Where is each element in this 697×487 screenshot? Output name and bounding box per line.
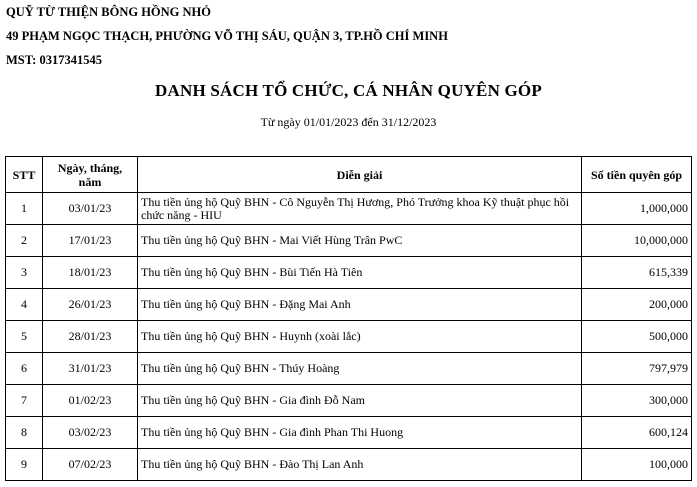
table-row <box>6 417 692 449</box>
row-amount: 300,000 <box>582 385 692 417</box>
row-description: Thu tiền ủng hộ Quỹ BHN - Gia đình Phan Thi Huong <box>138 417 582 449</box>
date-range: Từ ngày 01/01/2023 đến 31/12/2023 <box>260 115 437 129</box>
row-date: 03/02/23 <box>43 417 138 449</box>
row-description: Thu tiền ủng hộ Quỹ BHN - Bùi Tiến Hà Tiên <box>138 257 582 289</box>
donations-table <box>5 156 692 481</box>
row-stt: 9 <box>6 449 43 481</box>
row-amount: 100,000 <box>582 449 692 481</box>
row-description: Thu tiền ủng hộ Quỹ BHN - Đặng Mai Anh <box>138 289 582 321</box>
row-description: Thu tiền ủng hộ Quỹ BHN - Gia đình Đỗ Nam <box>138 385 582 417</box>
tax-code: MST: 0317341545 <box>6 53 102 67</box>
organization-address: 49 PHẠM NGỌC THẠCH, PHƯỜNG VÕ THỊ SÁU, QUẬN 3, TP.HỒ CHÍ MINH <box>6 29 448 43</box>
row-stt: 7 <box>6 385 43 417</box>
row-amount: 1,000,000 <box>582 193 692 225</box>
row-date: 17/01/23 <box>43 225 138 257</box>
column-header-amount: Số tiền quyên góp <box>582 157 692 193</box>
row-amount: 200,000 <box>582 289 692 321</box>
row-stt: 3 <box>6 257 43 289</box>
row-description: Thu tiền ủng hộ Quỹ BHN - Huynh (xoài lắc) <box>138 321 582 353</box>
row-date: 18/01/23 <box>43 257 138 289</box>
row-amount: 797,979 <box>582 353 692 385</box>
row-description: Thu tiền ủng hộ Quỹ BHN - Thúy Hoàng <box>138 353 582 385</box>
row-stt: 6 <box>6 353 43 385</box>
table-row <box>6 385 692 417</box>
table-row <box>6 353 692 385</box>
table-header-row <box>6 157 692 193</box>
row-date: 01/02/23 <box>43 385 138 417</box>
column-header-date: Ngày, tháng, năm <box>43 157 138 193</box>
column-header-stt: STT <box>6 157 43 193</box>
row-stt: 2 <box>6 225 43 257</box>
row-description: Thu tiền ủng hộ Quỹ BHN - Mai Viết Hùng Trân PwC <box>138 225 582 257</box>
column-header-description: Diễn giải <box>138 157 582 193</box>
row-amount: 615,339 <box>582 257 692 289</box>
row-description: Thu tiền ủng hộ Quỹ BHN - Cô Nguyễn Thị Hương, Phó Trưởng khoa Kỹ thuật phục hồi chức năng - HIU <box>138 193 582 225</box>
row-amount: 500,000 <box>582 321 692 353</box>
table-row <box>6 257 692 289</box>
row-stt: 1 <box>6 193 43 225</box>
row-description: Thu tiền ủng hộ Quỹ BHN - Đào Thị Lan Anh <box>138 449 582 481</box>
table-row <box>6 193 692 225</box>
table-row <box>6 321 692 353</box>
document-title: DANH SÁCH TỔ CHỨC, CÁ NHÂN QUYÊN GÓP <box>155 81 542 100</box>
row-date: 07/02/23 <box>43 449 138 481</box>
row-stt: 4 <box>6 289 43 321</box>
table-row <box>6 449 692 481</box>
table-row <box>6 289 692 321</box>
row-date: 03/01/23 <box>43 193 138 225</box>
row-stt: 5 <box>6 321 43 353</box>
row-amount: 600,124 <box>582 417 692 449</box>
row-date: 26/01/23 <box>43 289 138 321</box>
row-amount: 10,000,000 <box>582 225 692 257</box>
row-stt: 8 <box>6 417 43 449</box>
row-date: 31/01/23 <box>43 353 138 385</box>
organization-name: QUỸ TỪ THIỆN BÔNG HỒNG NHỎ <box>6 5 212 19</box>
table-row <box>6 225 692 257</box>
row-date: 28/01/23 <box>43 321 138 353</box>
